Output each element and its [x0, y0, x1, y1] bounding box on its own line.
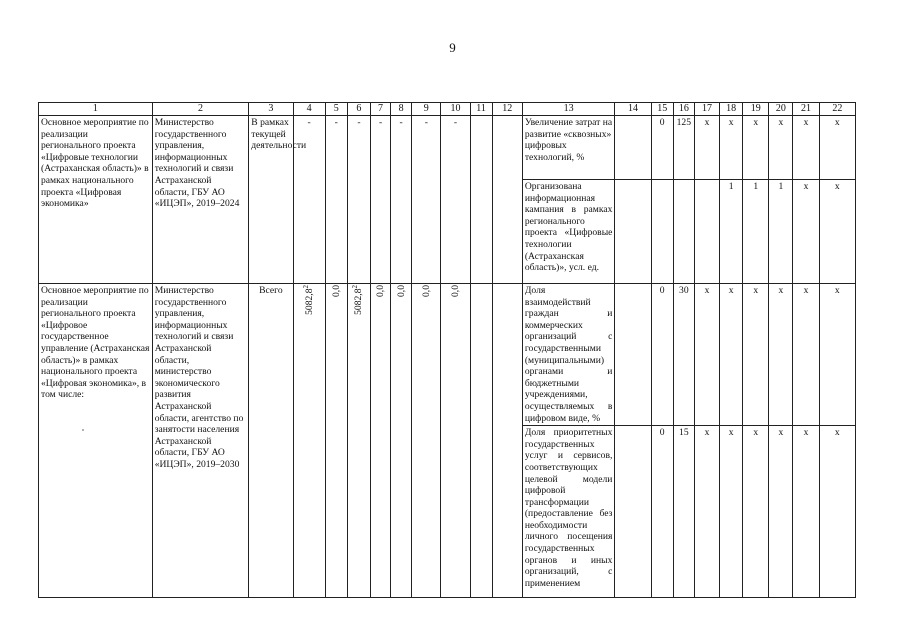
indicator-value-cell: x [743, 426, 769, 598]
indicator-value-cell: 15 [673, 426, 694, 598]
amount-value: 0,0 [330, 285, 342, 297]
amount-cell [492, 284, 522, 598]
indicator-value-cell: 1 [769, 180, 793, 284]
funding-source-cell: В рамках текущей деятельности [249, 116, 293, 284]
indicator-value-cell: x [793, 180, 819, 284]
amount-cell [412, 284, 441, 598]
executor-cell: Министерство государственного управления, информационных технологий и связи Астраханской области, министерство экономического развития Астраханской области, агентство по занятости населения Астраханской области, ГБУ АО «ИЦЭП», 2019–2030 [152, 284, 249, 598]
indicator-value-cell: x [743, 116, 769, 180]
column-number: 22 [819, 103, 855, 116]
column-number: 9 [412, 103, 441, 116]
column-number: 21 [793, 103, 819, 116]
indicator-value-cell: x [694, 284, 719, 426]
amount-cell [470, 116, 492, 284]
indicator-value-cell [673, 180, 694, 284]
column-number: 20 [769, 103, 793, 116]
amount-cell: - [441, 116, 470, 284]
indicator-value-cell: 0 [651, 426, 673, 598]
column-number: 17 [694, 103, 719, 116]
amount-cell: - [293, 116, 325, 284]
column-number-row [39, 103, 856, 116]
scan-speck [82, 429, 84, 431]
amount-cell [441, 284, 470, 598]
page-number: 9 [449, 40, 456, 55]
amount-cell: - [347, 116, 370, 284]
funding-source-cell: Всего [249, 284, 293, 598]
indicator-value-cell: 0 [651, 116, 673, 180]
column-number: 15 [651, 103, 673, 116]
amount-cell [391, 284, 412, 598]
column-number: 12 [492, 103, 522, 116]
indicator-value-cell: x [769, 116, 793, 180]
table-row [39, 284, 856, 426]
column-number: 7 [370, 103, 390, 116]
amount-value: 5082,8$^2$ [351, 285, 365, 315]
amount-value: 0,0 [395, 285, 407, 297]
amount-cell [325, 284, 347, 598]
column-number: 5 [325, 103, 347, 116]
amount-cell: - [325, 116, 347, 284]
column-number: 10 [441, 103, 470, 116]
indicator-name-cell: Организована информационная кампания в рамках регионального проекта «Цифровые технологии (Астраханская область)», усл. ед. [522, 180, 615, 284]
indicator-value-cell: x [720, 284, 743, 426]
indicator-value-cell: x [720, 116, 743, 180]
indicator-value-cell: x [793, 426, 819, 598]
column-number: 16 [673, 103, 694, 116]
indicator-value-cell: 0 [651, 284, 673, 426]
amount-cell [370, 284, 390, 598]
indicator-value-cell: 30 [673, 284, 694, 426]
indicator-value-cell [615, 116, 651, 180]
column-number: 4 [293, 103, 325, 116]
column-number: 14 [615, 103, 651, 116]
amount-cell [347, 284, 370, 598]
measure-name-cell: Основное мероприятие по реализации регионального проекта «Цифровое государственное управление (Астраханская область)» в рамках национального проекта «Цифровая экономика», в том числе: [39, 284, 153, 598]
amount-cell: - [412, 116, 441, 284]
indicator-value-cell: x [819, 284, 855, 426]
column-number: 11 [470, 103, 492, 116]
indicator-value-cell: x [819, 116, 855, 180]
measure-name-cell: Основное мероприятие по реализации регионального проекта «Цифровые технологии (Астраханская область)» в рамках национального проекта «Цифровая экономика» [39, 116, 153, 284]
amount-cell: - [391, 116, 412, 284]
indicator-value-cell [615, 284, 651, 426]
column-number: 19 [743, 103, 769, 116]
amount-total: 5082,8$^2$ [301, 285, 315, 315]
column-number: 13 [522, 103, 615, 116]
column-number: 2 [152, 103, 249, 116]
indicator-value-cell [694, 180, 719, 284]
executor-cell: Министерство государственного управления, информационных технологий и связи Астраханской области, ГБУ АО «ИЦЭП», 2019–2024 [152, 116, 249, 284]
column-number: 18 [720, 103, 743, 116]
indicator-value-cell: x [769, 426, 793, 598]
indicator-value-cell [615, 426, 651, 598]
indicator-value-cell: x [743, 284, 769, 426]
indicator-value-cell: x [769, 284, 793, 426]
indicator-value-cell: x [793, 284, 819, 426]
amount-value: 0,0 [449, 285, 461, 297]
column-number: 1 [39, 103, 153, 116]
indicator-value-cell: x [819, 426, 855, 598]
amount-cell [470, 284, 492, 598]
indicator-value-cell: 1 [743, 180, 769, 284]
indicator-value-cell: 1 [720, 180, 743, 284]
indicator-name-cell: Доля взаимодействий граждан и коммерческих организаций с государственными (муниципальными) органами и бюджетными учреждениями, осуществляемых в цифровом виде, % [522, 284, 615, 426]
program-table [38, 102, 856, 598]
amount-cell [492, 116, 522, 284]
indicator-value-cell: x [819, 180, 855, 284]
indicator-name-cell: Увеличение затрат на развитие «сквозных» цифровых технологий, % [522, 116, 615, 180]
indicator-value-cell: x [793, 116, 819, 180]
column-number: 6 [347, 103, 370, 116]
indicator-value-cell: 125 [673, 116, 694, 180]
indicator-name-cell: Доля приоритетных государственных услуг и сервисов, соответствующих целевой модели цифровой трансформации (предоставление без необходимости личного посещения государственных органов и иных организаций, с применением [522, 426, 615, 598]
table-row [39, 116, 856, 180]
column-number: 8 [391, 103, 412, 116]
indicator-value-cell [651, 180, 673, 284]
indicator-value-cell: x [720, 426, 743, 598]
amount-cell: - [370, 116, 390, 284]
indicator-value-cell [615, 180, 651, 284]
column-number: 3 [249, 103, 293, 116]
amount-value: 0,0 [375, 285, 387, 297]
amount-cell [293, 284, 325, 598]
indicator-value-cell: x [694, 116, 719, 180]
indicator-value-cell: x [694, 426, 719, 598]
amount-value: 0,0 [420, 285, 432, 297]
